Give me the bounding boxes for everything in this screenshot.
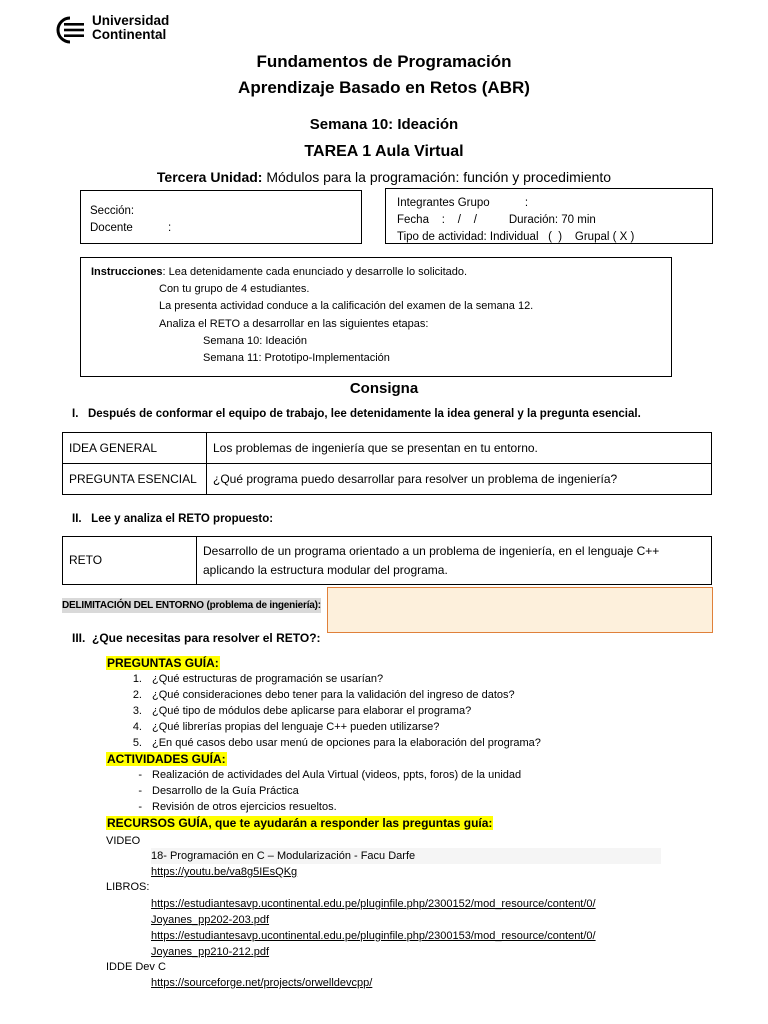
- libro-link-1-cont[interactable]: Joyanes_pp202-203.pdf: [151, 914, 270, 926]
- video-title: 18- Programación en C – Modularización - Facu Darfe: [151, 848, 661, 864]
- list-item: - Realización de actividades del Aula Virtual (videos, ppts, foros) de la unidad: [138, 769, 522, 781]
- reto-value: [197, 537, 712, 585]
- instructions-label: Instrucciones: [91, 266, 163, 278]
- tipo-actividad-field[interactable]: Tipo de actividad: Individual ( ) Grupal ( X ): [397, 231, 635, 243]
- list-item: 4. ¿Qué librerías propias del lenguaje C++ pueden utilizarse?: [132, 721, 440, 733]
- logo-text: [92, 14, 169, 42]
- integrantes-field[interactable]: Integrantes Grupo :: [397, 197, 529, 209]
- section2-heading: II. Lee y analiza el RETO propuesto:: [72, 513, 274, 525]
- idde-link[interactable]: https://sourceforge.net/projects/orwelldevcpp/: [151, 977, 373, 989]
- actividades-list: [128, 767, 521, 815]
- fecha-field[interactable]: Fecha : / / Duración: 70 min: [397, 214, 596, 226]
- unit-text: Módulos para la programación: función y procedimiento: [262, 169, 612, 185]
- libros-links: [151, 896, 596, 960]
- table-row: [63, 464, 712, 495]
- section3-heading: III. ¿Que necesitas para resolver el RETO?:: [72, 631, 321, 645]
- docente-field[interactable]: Docente :: [90, 222, 172, 234]
- recursos-guia-title: RECURSOS GUÍA, que te ayudarán a responder las preguntas guía:: [107, 816, 493, 830]
- table-row: [63, 537, 712, 585]
- list-item: - Desarrollo de la Guía Práctica: [138, 785, 299, 797]
- reto-table: [62, 536, 712, 585]
- section-docente-box: [80, 190, 362, 244]
- idea-general-value: Los problemas de ingeniería que se presentan en tu entorno.: [207, 433, 712, 464]
- list-item: - Revisión de otros ejercicios resueltos.: [138, 801, 337, 813]
- list-item: 1. ¿Qué estructuras de programación se usarían?: [132, 673, 384, 685]
- instructions-line2: La presenta actividad conduce a la calificación del examen de la semana 12.: [159, 300, 534, 313]
- methodology-title: Aprendizaje Basado en Retos (ABR): [238, 78, 530, 97]
- consigna-heading: Consigna: [349, 380, 419, 397]
- group-info-box: [385, 188, 713, 244]
- libro-link-2-cont[interactable]: Joyanes_pp210-212.pdf: [151, 946, 270, 958]
- week-title: Semana 10: Ideación: [309, 116, 459, 133]
- instructions-line3: Analiza el RETO a desarrollar en las siguientes etapas:: [159, 317, 429, 330]
- instructions-line5: Semana 11: Prototipo-Implementación: [203, 352, 390, 365]
- preguntas-guia-title: PREGUNTAS GUÍA:: [107, 656, 219, 670]
- idde-label: IDDE Dev C: [106, 961, 166, 973]
- instructions-line4: Semana 10: Ideación: [203, 334, 307, 347]
- university-logo-icon: [54, 16, 86, 44]
- idea-general-label: IDEA GENERAL: [63, 433, 207, 464]
- video-label: VIDEO: [106, 835, 141, 847]
- logo-line1: Universidad: [92, 13, 170, 28]
- reto-line2: aplicando la estructura modular del programa.: [203, 562, 448, 577]
- list-item: 3. ¿Qué tipo de módulos debe aplicarse para elaborar el programa?: [132, 705, 472, 717]
- unit-line: [0, 169, 768, 185]
- pregunta-esencial-label: PREGUNTA ESENCIAL: [63, 464, 207, 495]
- actividades-guia-title: ACTIVIDADES GUÍA:: [107, 752, 226, 766]
- pregunta-esencial-value: ¿Qué programa puedo desarrollar para resolver un problema de ingeniería?: [207, 464, 712, 495]
- delimitacion-label: DELIMITACIÓN DEL ENTORNO (problema de ingeniería):: [62, 600, 321, 611]
- seccion-field[interactable]: Sección:: [90, 205, 135, 217]
- preguntas-list: [128, 671, 541, 751]
- instructions-line0: Instrucciones: Lea detenidamente cada enunciado y desarrolle lo solicitado.: [91, 266, 468, 278]
- libros-label: LIBROS:: [106, 881, 150, 893]
- idea-table: [62, 432, 712, 495]
- instructions-box: [80, 257, 672, 377]
- logo-line2: Continental: [92, 27, 167, 42]
- table-row: [63, 433, 712, 464]
- reto-label: RETO: [63, 537, 197, 585]
- course-title: Fundamentos de Programación: [256, 52, 512, 71]
- video-link[interactable]: https://youtu.be/va8g5IEsQKg: [151, 866, 298, 878]
- delimitacion-input[interactable]: [327, 587, 713, 633]
- instructions-line1: Con tu grupo de 4 estudiantes.: [159, 283, 310, 296]
- university-logo: [54, 14, 184, 46]
- libro-link-1[interactable]: https://estudiantesavp.ucontinental.edu.pe/pluginfile.php/2300152/mod_resource/content/0/: [151, 898, 596, 910]
- list-item: 5. ¿En qué casos debo usar menú de opciones para la elaboración del programa?: [132, 737, 541, 749]
- section1-heading: I. Después de conformar el equipo de trabajo, lee detenidamente la idea general y la pregunta esencial.: [72, 408, 641, 420]
- unit-label: Tercera Unidad:: [156, 169, 263, 185]
- task-title: TAREA 1 Aula Virtual: [304, 143, 464, 160]
- list-item: 2. ¿Qué consideraciones debo tener para la validación del ingreso de datos?: [132, 689, 515, 701]
- libro-link-2[interactable]: https://estudiantesavp.ucontinental.edu.pe/pluginfile.php/2300153/mod_resource/content/0/: [151, 930, 596, 942]
- reto-line1: Desarrollo de un programa orientado a un problema de ingeniería, en el lenguaje C++: [203, 543, 660, 558]
